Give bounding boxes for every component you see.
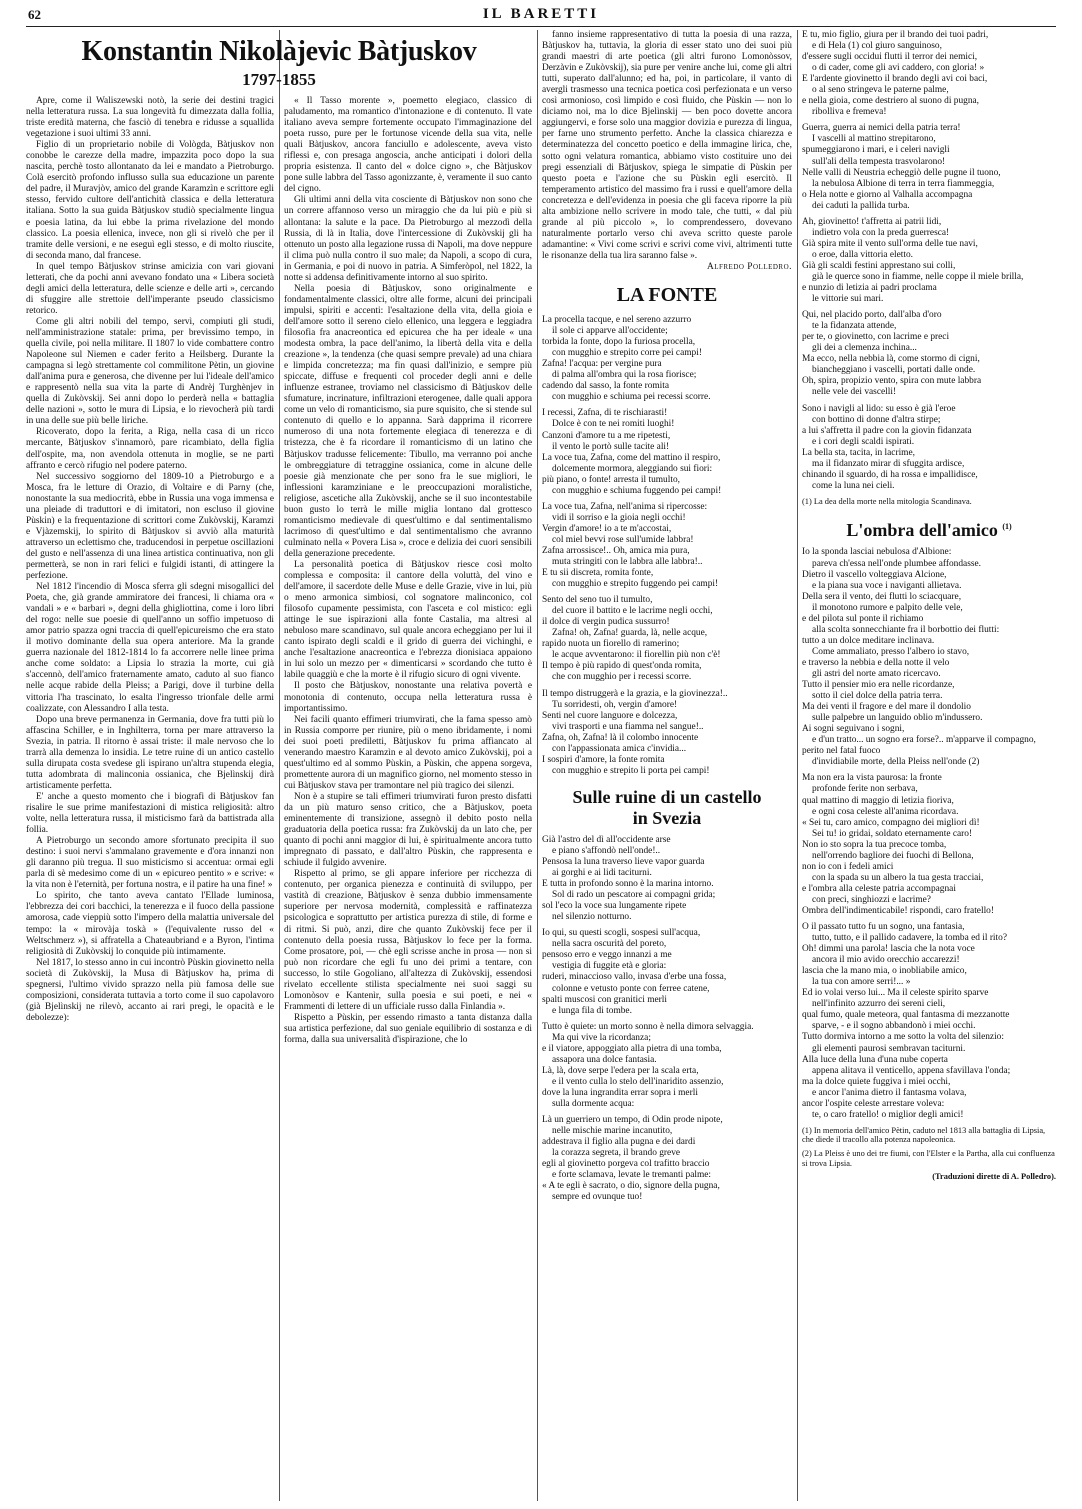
poem-ombra-amico: [802, 547, 1056, 1120]
poem-line: vestigia di fuggite età e gloria:: [552, 961, 667, 972]
article-title: Konstantin Nikolàjevic Bàtjuskov: [81, 36, 477, 67]
poem-line: Ombra dell'indimenticabile! rispondi, caro fratello!: [802, 905, 994, 916]
poem-line: profonde ferite non serbava,: [812, 784, 918, 795]
poem-line: che con mugghio per i recessi scorre.: [552, 672, 692, 683]
poem-line: Io qui, su questi scogli, sospesi sull'acqua,: [542, 928, 701, 939]
poem-line: spumeggiarono i mari, e i celeri navigli: [802, 145, 950, 156]
poem-stanza: [802, 922, 1056, 1121]
poem-line: I vascelli al mattino strepitarono,: [812, 134, 936, 145]
poem-line: nel silenzio notturno.: [552, 912, 632, 923]
poem-line: appena alitava il venticello, appena sfavillava l'onda;: [812, 1065, 1011, 1076]
poem-line: La bella sta, tacita, in lacrime,: [802, 447, 915, 458]
poem-line: ancor l'ospite celeste arrestare voleva:: [802, 1098, 945, 1109]
article-paragraph: Nel 1817, lo stesso anno in cui incontrò Pùskin giovinetto nella società di Zukòvskij, la Musa di Bàtjuskov ha, prima di spegnersi, l'ultimo vivido sprazzo nella più famosa delle sue composizioni, considerata tuttavia a torto come il suo capolavoro (già Bjelìnskij ne rilevò, accanto ai rari pregi, le opacità e le debolezze):: [26, 957, 274, 1023]
poem-line: nell'infinito azzurro dei sereni cieli,: [812, 999, 946, 1010]
poem-line: te, o caro fratello! o miglior degli amici!: [812, 1109, 964, 1120]
poem-line: chinando il sguardo, di ha rossa e impallidisce,: [802, 469, 978, 480]
poem-line: tutto a un dolce meditare inclinava.: [802, 635, 935, 646]
poem-title-svezia-line2: in Svezia: [632, 807, 702, 828]
poem-line: E tu sii discreta, romita fonte,: [542, 568, 654, 579]
article-paragraph: Nella poesia di Bàtjuskov, sono originalmente e fondamentalmente classici, oltre alle forme, alcuni dei principali impulsi, spiriti e accenti: l'esaltazione della vita, della gioia e dell'amore sotto il sereno cielo ellenico, una leggera e leggiadra filosofia fra anacreontica ed epicurea che ha per ideale « una modesta ombra, la pace dell'animo, la libertà della vita e della creazione », la tendenza (che quasi sempre prevale) ad una chiara e limpida concretezza; ma fin quasi dall'inizio, e sempre più spiccate, diffuse e frequenti col proceder degli anni e delle influenze estranee, troviamo nel classicismo di Bàtjuskov delle sfumature, incrinature, infiltrazioni eterogenee, dalle quali appora come un velo di romanticismo, sia pure squisito, che si stende sul contenuto di quello e lo appanna. Sarà dapprima il ricorrere numeroso di una nota fortemente elegiaca di tenerezza e di tristezza, che è fa ricordare il romanticismo di un latino che Bàtjuskov tradusse felicemente: Tibullo, ma verranno poi anche le ombreggiature di tetraggine ossianica, come in alcune delle poesie già menzionate che per sono fra le sue migliori, le inflessioni karamziniane e le preoccupazioni moralistiche, religiose, ascetiche alla Zukòvskij, anche se il suo incontestabile buon gusto lo terrà le mille miglia lontano dal grottesco romanticismo medievale di quest'ultimo e dal sentimentalismo lacrimoso di quest'ultimo e dal sentimentalismo che avranno culminato nella « Povera Lisa », croce e delizia dei cuori sensibili della generazione precedente.: [284, 283, 532, 559]
article-paragraph: Apre, come il Waliszewski notò, la serie dei destini tragici nella letteratura russa. La sua longevità fu dimezzata dalla follia, triste eredità materna, che fasciò di tenebra e ridusse a squallida vegetazione i suoi ultimi 33 anni.: [26, 96, 274, 140]
poem-line: e nunzio di letizia ai padri proclama: [802, 283, 937, 294]
poem-stanza: [542, 1022, 792, 1110]
poem-line: con mugghio e schiuma fuggendo pei campi!: [552, 485, 722, 496]
footnote-hela: (1) La dea della morte nella mitologia Scandinava.: [802, 496, 972, 506]
poem-line: O il passato tutto fu un sogno, una fantasia,: [802, 922, 965, 933]
poem-line: Ma dei venti il fragore e del mare il dondolio: [802, 702, 971, 713]
poem-line: Zafna! l'acqua: per vergine pura: [542, 359, 662, 370]
poem-stanza: [802, 310, 1056, 398]
poem-line: con bottino di donne d'altra stirpe;: [812, 414, 941, 425]
poem-line: addestrava il figlio alla pugna e dei dardi: [542, 1137, 696, 1148]
poem-line: a lui s'affretta il padre con la giovin fidanzata: [802, 425, 972, 436]
poem-line: e traverso la nebbia e della notte il velo: [802, 657, 950, 668]
poem-line: I sospiri d'amore, la fonte romita: [542, 754, 665, 765]
poem-line: La procella tacque, e nel sereno azzurro: [542, 315, 692, 326]
poem-line: cadendo dal sasso, la fonte romita: [542, 381, 670, 392]
poem-line: e la piana sua voce i naviganti allietava.: [812, 580, 962, 591]
column-rule: [279, 30, 280, 1501]
footnote: (1) In memoria dell'amico Pètin, caduto nel 1813 alla battaglia di Lipsia, che diede il tracollo alla potenza napoleonica.: [802, 1125, 1046, 1145]
article-paragraph: A Pietroburgo un secondo amore sfortunato precipita il suo destino: i suoi nervi s'ammalano gravemente e d'ora innanzi non gli daranno più tregua. Il suo misticismo si accentua: ormai egli parla di sè medesimo come di un « epicureo pentito » e scrive: « la vita non è l'eternità, per fortuna nostra, e il patire ha una fine! »: [26, 836, 274, 891]
poem-line: egli al giovinetto porgeva col trafitto braccio: [542, 1159, 710, 1170]
poem-line: Io la sponda lasciai nebulosa d'Albione:: [802, 547, 952, 558]
poem-line: sparve, - e il sogno abbandonò i miei occhi.: [812, 1021, 976, 1032]
poem-line: Tutto è quiete: un morto sonno è nella dimora selvaggia.: [542, 1021, 754, 1032]
poem-line: Oh, spira, propizio vento, spira con mute labbra: [802, 376, 982, 387]
poem-line: Già gli scaldi festini apprestano sui colli,: [802, 260, 956, 271]
article-paragraph: Nei facili quanto effimeri triumvirati, che la fama spesso amò in Russia comporre per riunire, più o meno ibridamente, i nomi dei suoi poeti prediletti, Bàtjuskov fu prima affiancato al venerando maestro Karamzìn e al devoto amico Zukòvskij, poi a quest'ultimo ed al sommo Pùskin, a Pùskin, che appena sorgeva, promettente aurora di un magnifico giorno, nel momento stesso in cui Bàtjuskov stava per tramontare nel più tragico dei silenzi.: [284, 714, 532, 791]
poem-line: il dolce di vergin pudica sussurro!: [542, 617, 670, 628]
poem-line: Dolce è con te nei romiti luoghi!: [552, 419, 675, 430]
article-paragraph: fanno insieme rappresentativo di tutta la poesia di una razza, Bàtjuskov ha, tuttavia, la gloria di esser stato uno dei suoi più grandi maestri di arte poetica (gli altri furono Lomonòssov, Derzàvin e Zukòvskij), sia pure per venire anche lui, come gli altri tutti, superato dall'alunno; ed ha, poi, in particolare, il vanto di avergli trasmesso una tecnica poetica così perfezionata e un verso così armonioso, così limpido e così fluido, che Pùskin — non lo diciamo noi, ma lo dice Bjelìnskij — ben poco dovette ancora aggiungervi, e forse solo una maggior dovizia e purezza di lingua, per farne uno strumento perfetto. Anche la classica chiarezza e determinatezza del concetto poetico e della immagine lirica, che, sotto ogni velatura romantica, abbiamo visto costituire uno dei pregi essenziali di Bàtjuskov, spiega le simpatie di Pùskin per questo poeta e l'azione che su Pùskin egli esercitò. Il temperamento artistico del massimo fra i russi e quell'amore della concretezza e dell'evidenza in poesia che gli faceva riporre la più alta ambizione nello scrivere in modo tale, che tutti, « dal più grande al più piccolo », lo comprendessero, dovevano naturalmente portarlo verso chi aveva scritto queste parole adamantine: « Vivi come scrivi e scrivi come vivi, altrimenti tutte le risonanze della tua lira saranno false ».: [542, 30, 792, 261]
poem-line: indietro vola con la preda guerresca!: [812, 227, 950, 238]
poem-line: il vento le portò sulle tacite ali!: [552, 441, 670, 452]
poem-line: la corazza segreta, il brando greve: [552, 1148, 681, 1159]
poem-line: d'essere sugli occidui flutti il terror dei nemici,: [802, 52, 978, 63]
poem-line: ma la dolce quiete fuggiva i miei occhi,: [802, 1076, 951, 1087]
poem-line: e del pilota sul ponte il richiamo: [802, 613, 924, 624]
poem-line: torbida la fonte, dopo la furiosa procella,: [542, 337, 696, 348]
article-paragraph: Ricoverato, dopo la ferita, a Riga, nella casa di un ricco mercante, Bàtjuskov s'innamorò, pare ricambiato, della figlia dell'ospite, ma, non avendola ottenuta in moglie, se ne partì affranto e cercò rifugio nel podere paterno.: [26, 427, 274, 471]
columns: [26, 30, 1056, 1501]
article-paragraph: Nel successivo soggiorno del 1809-10 a Pietroburgo e a Mosca, fra le letture di Orazio, di Voltaire e di Parny (che, nonostante la sua mediocrità, ebbe in Russia una voga immensa e una pleiade di traduttori e di imitatori, non escluso il giovine Pùskin) e la frequentazione di scrittori come Zukòvskij, Karamzì e Vjàzemskij, lo spirito di Bàtjuskov si avviò alla maturità attraverso un eclettismo che, traducendosi in perpetue oscillazioni del gusto e nell'assenza di una linea artistica continuativa, non gli permetterà, se non in rari felici e fulgidi istanti, di attingere la perfezione.: [26, 471, 274, 582]
poem-line: Zafna! oh, Zafna! guarda, là, nelle acque,: [552, 628, 708, 639]
poem-line: Nelle valli di Neustria echeggiò delle pugne il tuono,: [802, 167, 1001, 178]
poem-line: o al seno stringeva le paterne palme,: [812, 85, 949, 96]
poem-line: e ogni cosa celeste all'anima ricordava.: [812, 806, 959, 817]
poem-line: sol l'eco la voce sua lungamente ripete: [542, 901, 687, 912]
poem-stanza: [802, 404, 1056, 492]
poem-line: qual fumo, quale meteora, qual fantasma di mezzanotte: [802, 1010, 1010, 1021]
poem-line: e d'un tratto... un sogno era forse?.. m'apparve il compagno,: [812, 735, 1036, 746]
poem-line: Ed io volai verso lui... Ma il celeste spirito sparve: [802, 988, 989, 999]
poem-line: Senti nel cuore languore e dolcezza,: [542, 710, 678, 721]
poem-stanza: [542, 595, 792, 683]
poem-line: Vergin d'amore! io a te m'accostai,: [542, 523, 672, 534]
poem-line: I recessi, Zafna, di te rischiarasti!: [542, 408, 668, 419]
poem-line: con mugghio e schiuma pei recessi scorre.: [552, 392, 711, 403]
poem-line: Qui, nel placido porto, dall'alba d'oro: [802, 310, 942, 321]
article-paragraph: « Il Tasso morente », poemetto elegiaco, classico di paludamento, ma romantico d'intonazione e di contenuto. Il vate italiano aveva sempre fortemente occupato l'immaginazione del poeta russo, pure per le fortunose vicende della sua vita, nelle quali Bàtjuskov, ancora fanciullo e adolescente, aveva visto riflessi e, con presaga angoscia, anche anticipati i dolori della propria esistenza. Il canto del « dolce cigno », che Bàtjuskov pone sulle labbra del Tasso agonizzante, è, veramente il suo canto del cigno.: [284, 96, 532, 195]
poem-line: sempre ed ovunque tuo!: [552, 1192, 643, 1203]
journal-title: IL BARETTI: [482, 6, 600, 22]
poem-line: e il viatore, appoggiato alla pietra di una tomba,: [542, 1043, 722, 1054]
poem-line: te la fidanzata attende,: [812, 321, 897, 332]
poem-line: Ma ecco, nella nebbia là, come stormo di cigni,: [802, 354, 980, 365]
poem-line: Là, là, dove serpe l'edera per la scala erta,: [542, 1065, 699, 1076]
article-paragraph: Lo spirito, che tanto aveva cantato l'Ellade luminosa, l'ebbrezza dei cori bacchici, la tenerezza e il fuoco della passione amorosa, cade vieppiù sotto l'impero della malattia universale del tempo: la « mirovàja toskà » (l'equivalente russo del « Weltschmerz »), si affratella a Chateaubriand e a Byron, l'intima religiosità di Zukòvskij lo conquide più intimamente.: [26, 891, 274, 957]
poem-line: col miel bevvi rose sull'umide labbra!: [552, 534, 694, 545]
poem-line: la nebulosa Albione di terra in terra fiammeggia,: [812, 178, 995, 189]
poem-line: Il tempo distruggerà e la grazia, e la giovinezza!..: [542, 688, 728, 699]
poem-line: pensoso erro e veggo innanzi a me: [542, 950, 672, 961]
article-dates: 1797-1855: [242, 70, 316, 89]
poem-stanza: [542, 408, 792, 496]
poem-line: vidi il sorriso e la gioia negli occhi!: [552, 512, 686, 523]
article-paragraph: Rispetto a Pùskin, per essendo rimasto a tanta distanza dalla sua artistica perfezione, dal suo geniale equilibrio di sostanza e di forma, dalla sua universalità d'ispirazione, che lo: [284, 1012, 532, 1045]
poem-title-svezia: [542, 787, 792, 829]
poem-line: del cuore il battito e le lacrime negli occhi,: [552, 606, 713, 617]
poem-line: sulla dormente acqua:: [552, 1098, 635, 1109]
poem-line: perito nel fatal fuoco: [802, 746, 881, 757]
poem-line: sotto il ciel dolce della patria terra.: [812, 691, 943, 702]
poem-line: Ah, giovinetto! t'affretta ai patrii lidi,: [802, 216, 942, 227]
poem-line: e ancor l'anima dietro il fantasma volava,: [812, 1087, 967, 1098]
poem-line: biancheggiano i vascelli, portati dalle onde.: [812, 365, 976, 376]
poem-line: spalti muscosi con granitici merli: [542, 994, 667, 1005]
poem-line: ai gorghi e ai lidi taciturni.: [552, 868, 652, 879]
poem-stanza: [542, 928, 792, 1016]
poem-la-fonte: [542, 315, 792, 777]
poem-line: e di Hela (1) col giuro sanguinoso,: [812, 41, 942, 52]
poem-line: pareva ch'essa nell'onde plumbee affondasse.: [812, 558, 982, 569]
poem-line: E tu, mio figlio, giura per il brando dei tuoi padri,: [802, 30, 989, 40]
poem-line: ribolliva e fremeva!: [812, 107, 887, 118]
poem-line: già le querce sono in fiamme, nelle coppe il miele brilla,: [812, 271, 1024, 282]
poem-line: o di cader, come gli avi caddero, con gloria! »: [812, 63, 985, 74]
translation-credit: (Traduzioni dirette di A. Polledro).: [932, 1172, 1056, 1182]
poem-line: dove la luna ingrandita errar sopra i merli: [542, 1087, 698, 1098]
column-rule: [797, 30, 798, 1501]
article-signature: Alfredo Polledro.: [706, 261, 792, 272]
poem-line: alla scolta sonnecchiante fra il borbottio dei flutti:: [812, 624, 1000, 635]
article-paragraph: In quel tempo Bàtjuskov strinse amicizia con vari giovani letterati, che da pochi anni avevano fondato una « Libera società degli amici della letteratura, delle scienze e delle arti », cercando di sfuggire alle strettoie dell'imperante pseudo classicismo retorico.: [26, 261, 274, 316]
poem-line: E tutta in profondo sonno è la marina intorno.: [542, 879, 714, 890]
poem-line: d'invidiabile morte, della Pleiss nell'onde (2): [812, 757, 980, 768]
article-paragraph: Non è a stupire se tali effimeri triumvirati furon presto disfatti da un più maturo senso critico, che a Bàtjuskov, poeta eminentemente di transizione, assegnò il debito posto nella graduatoria della poetica russa: fra Zukòvskij da un lato che, per quanto di pochi anni maggior di lui, è spiritualmente ancora tutto impregnato di passato, e dall'altro Pùskin, che rappresenta e schiude il fulgido avvenire.: [284, 791, 532, 869]
poem-line: « Sei tu, caro amico, compagno dei migliori dì!: [802, 817, 980, 828]
poem-line: Già spira mite il vento sull'orma delle tue navi,: [802, 238, 978, 249]
poem-line: e piano s'affondò nell'onde!..: [552, 845, 661, 856]
poem-line: Ai sogni seguivano i sogni,: [802, 724, 905, 735]
poem-line: La voce tua, Zafna, come del mattino il respiro,: [542, 452, 721, 463]
poem-line: o Hela notte e giorno al Valhalla accompagna: [802, 189, 973, 200]
poem-line: Non io sto sopra la tua precoce tomba,: [802, 839, 947, 850]
poem-line: il sole ci apparve all'occidente;: [552, 326, 668, 337]
poem-line: rapido nuota un fiorello di ramerino;: [542, 639, 680, 650]
poem-line: più piano, o fonte! arresta il tumulto,: [542, 474, 680, 485]
poem-line: con mugghio e strepito li porta pei campi!: [552, 765, 710, 776]
poem-line: gli elementi paurosi sembravan taciturni.: [812, 1043, 966, 1054]
poem-line: nella sacra oscurità del poreto,: [552, 939, 667, 950]
article-paragraph: E' anche a questo momento che i biografi di Bàtjuskov fan risalire le sue prime manifestazioni di mistica religiosità: altro volte, nella letteratura russa, il misticismo farà da battistrada alla follia.: [26, 791, 274, 836]
poem-line: Tutto il pensier mio era nelle ricordanze,: [802, 680, 955, 691]
poem-line: e il vento culla lo stelo dell'inaridito assenzio,: [552, 1076, 724, 1087]
poem-line: sull'ali della tempesta trasvolarono!: [812, 156, 946, 167]
poem-line: Della sera il vento, dei flutti lo sciacquare,: [802, 591, 962, 602]
column-1: [26, 96, 274, 1501]
poem-line: La voce tua, Zafna, nell'anima si ripercosse:: [542, 501, 708, 512]
poem-line: « A te egli è sacrato, o dio, signore della pugna,: [542, 1181, 720, 1192]
poem-svezia: [542, 835, 792, 1204]
poem-line: con la spada su un albero la tua gesta tracciai,: [812, 872, 984, 883]
poem-line: nelle mischie marine incanutito,: [552, 1126, 673, 1137]
poem-line: e i cori degli scaldi ispirati.: [812, 436, 915, 447]
poem-line: di palma all'ombra qui la rosa fiorisce;: [552, 370, 697, 381]
poem-line: le acque avventarono: il fiorellin più non c'è!: [552, 650, 721, 661]
poem-line: con mugghio e strepito corre pei campi!: [552, 348, 702, 359]
poem-line: o eroe, dalla vittoria eletto.: [812, 249, 914, 260]
poem-line: tutto, tutto, e il pallido cadavere, la tomba ed il rito?: [812, 933, 1007, 944]
article-paragraph: Figlio di un proprietario nobile di Vològda, Bàtjuskov non conobbe le carezze della madre, impazzita poco dopo la sua nascita, perchè tosto allontanato da lei e mandato a Pietroburgo. Colà esercitò profondo influsso sulla sua educazione un parente del padre, il Muravjòv, amico del grande Karamzìn e scrittore egli stesso, fervido cultore dell'antichità classica e della letteratura italiana. Sotto la sua guida Bàtjuskov studiò specialmente lingua e poesia latina, da lui ebbe la prima rivelazione del mondo classico. La poesia ellenica, invece, non gli si rivelò che per il tramite delle versioni, e ne eseguì egli stesso, e di molto riuscite, di seconda mano, dal francese.: [26, 140, 274, 261]
poem-stanza: [542, 1115, 792, 1203]
footnote: (2) La Pleiss è uno dei tre fiumi, con l'Elster e la Partha, alla cui confluenza si trova Lipsia.: [802, 1149, 1055, 1168]
poem-line: Ma non era la vista paurosa: la fronte: [802, 773, 942, 784]
poem-stanza: [802, 123, 1056, 211]
poem-stanza: [802, 547, 1056, 768]
poem-line: con mugghio e strepito fuggendo pei campi!: [552, 579, 719, 590]
poem-line: ruderi, minaccioso vallo, invasa d'erbe una fossa,: [542, 972, 727, 983]
poem-line: E l'ardente giovinetto il brando degli avi coi baci,: [802, 74, 988, 85]
poem-line: Tutto dormiva intorno a me sotto la volta del silenzio:: [802, 1032, 1004, 1043]
column-4: [802, 30, 1056, 1501]
poem-line: qual mattino di maggio di letizia fioriva,: [802, 795, 954, 806]
poem-line: Dietro il vascello volteggiava Alcione,: [802, 569, 947, 580]
column-rule: [537, 30, 538, 1501]
poem-line: lascia che la mano mia, o inobliabile amico,: [802, 966, 967, 977]
article-paragraph: Nel 1812 l'incendio di Mosca sferra gli sdegni misogallici del Poeta, che, già grande ammiratore dei francesi, li chiama ora « vandali » e « barbari », degni della ghigliottina, come i loro libri del rogo: nelle sue poesie di quell'anno un soffio impetuoso di amor patrio spazza ogni traccia di quell'epicureismo che era stato il motivo dominante della sua opera anteriore. Ma la grande guerra nazionale del 1812-1814 lo fa accorrere nelle linee prima anche come soldato: a Lipsia lo strazia la morte, cui già s'accennò, dell'amico fraternamente amato, caduto al suo fianco nelle acque rabide della Pleiss; a Parigi, dove il turbine della vittoria l'ha trascinato, lo esalta l'ingresso trionfale delle armi coalizzate, con Alessandro I alla testa.: [26, 582, 274, 714]
poem-line: con preci, singhiozzi e lacrime?: [812, 894, 931, 905]
poem-line: e nella gioia, come destriero al suono di pugna,: [802, 96, 980, 107]
poem-line: ma il fidanzato mirar di sfuggita ardisce,: [812, 458, 965, 469]
poem-svezia-continued: [802, 30, 1056, 492]
article-paragraph: Come gli altri nobili del tempo, servì, compiuti gli studi, nell'amministrazione statale: prima, per brevissimo tempo, in quella civile, poi nella militare. Il 1807 lo vide combattere contro Napoleone sul Niemen e cader ferito a Heilsberg. Durante la campagna si legò strettamente col commilitone Pètin, un giovine dall'anima pura e generosa, che divenne per lui l'ideale dell'amico e rappresentò nella sua vita la parte di Andrèj Turghènjev in quella di Zukòvskij. Sei anni dopo lo perderà nella « battaglia delle nazioni », sotto le mura di Lipsia, e lo rievocherà più tardi in una delle sue più belle liriche.: [26, 316, 274, 427]
poem-line: Sento del seno tuo il tumulto,: [542, 595, 653, 606]
poem-line: Là un guerriero un tempo, di Odin prode nipote,: [542, 1115, 723, 1126]
poem-line: nell'orrendo bagliore dei fuochi di Bellona,: [812, 850, 974, 861]
page-number: 62: [28, 7, 41, 22]
poem-stanza: [542, 835, 792, 923]
poem-line: ancora il mio avido orecchio accarezzi!: [812, 955, 960, 966]
poem-line: con l'appassionata amica c'invidia...: [552, 743, 687, 754]
poem-stanza: [802, 217, 1056, 305]
column-3: [542, 30, 792, 1501]
poem-line: Oh! dimmi una parola! lascia che la nota voce: [802, 944, 975, 955]
poem-title-la-fonte: LA FONTE: [616, 284, 718, 307]
poem-line: Sono i navigli al lido: su esso è già l'eroe: [802, 403, 956, 414]
poem-line: Alla luce della luna d'una nube coperta: [802, 1054, 948, 1065]
running-header: [26, 4, 1056, 27]
poem-title-svezia-line1: Sulle ruine di un castello: [572, 786, 762, 807]
poem-line: non io con i fedeli amici: [802, 861, 894, 872]
poem-line: gli dei a clemenza inchina...: [812, 343, 917, 354]
poem-line: Ma qui vive la ricordanza;: [552, 1032, 651, 1043]
poem-line: vivi trasporti e una fiamma nel sangue!..: [552, 721, 704, 732]
poem-line: dolcemente mormora, aleggiando sui fiori:: [552, 463, 713, 474]
poem-line: Già l'astro del dì all'occidente arse: [542, 834, 671, 845]
poem-stanza: [542, 315, 792, 403]
poem-line: Canzoni d'amore tu a me ripetesti,: [542, 430, 671, 441]
poem-line: per te, o giovinetto, con lacrime e preci: [802, 332, 950, 343]
poem-line: Zafna arrossisce!.. Oh, amica mia pura,: [542, 545, 690, 556]
article-paragraph: Rispetto al primo, se gli appare inferiore per ricchezza di contenuto, per organica pienezza e continuità di sviluppo, per vastità di creazione, Bàtjuskov è senza dubbio immensamente superiore per nervosa modernità, complessità e raffinatezza psicologica e soprattutto per artistica purezza di stile, di forme e di ritmi. Si può, anzi, dire che quanto Zukòvskij fece per il contenuto della poesia russa, Bàtjuskov lo fece per la forma. Come prosatore, poi, — chè egli scrisse anche in prosa — non si può non ricordare che egli fu uno dei primi a tentare, con successo, lo stile Gogoliano, all'altezza di Zukòvskij, essendosi rivelato eccellente stilista specialmente nei suoi saggi su Lomonòsov e Kantenìr, sulla poesia e sui poeti, e nei « Frammenti di lettere di un ufficiale russo dalla Finlandia ».: [284, 869, 532, 1012]
poem-line: nelle vele dei vascelli!: [812, 387, 897, 398]
poem-line: dei caduti la pallida turba.: [812, 200, 910, 211]
poem-stanza: [802, 773, 1056, 917]
poem-line: Tu sorridesti, oh, vergin d'amore!: [552, 699, 678, 710]
article-paragraph: Dopo una breve permanenza in Germania, dove fra tutti più lo affascina Schiller, e in Inghilterra, torna per mare attraverso la Svezia, in patria. Il ritorno è assai triste: il male nervoso che lo trarrà alla demenza lo insidia. Le tetre ruine di un antico castello sulla dirupata costa svedese gli ispirano un'altra stupenda elegia, tutta adombrata di malinconia ossianica, che Bjelìnskij dirà artisticamente perfetta.: [26, 714, 274, 791]
article-paragraph: Gli ultimi anni della vita cosciente di Bàtjuskov non sono che un correre affannoso verso un miraggio che da lui più e più si allontana: la salute e la pace. Da Pietroburgo al mezzodì della Russia, di là in Italia, dove l'intercessione di Zukòvskij gli ha ottenuto un posto alla legazione russa di Napoli, ma dove neppure il clima può nulla contro il suo male; da Napoli, a scopo di cura, in Germania, e poi di nuovo in patria. A Simferòpol, nel 1822, la notte si addensa definitivamente intorno al suo spirito.: [284, 195, 532, 283]
column-2: [284, 96, 532, 1501]
poem-stanza: [542, 689, 792, 777]
poem-line: Guerra, guerra ai nemici della patria terra!: [802, 123, 961, 134]
poem-line: Come ammaliato, presso l'albero io stavo,: [812, 646, 970, 657]
poem-line: e forte sclamava, levate le tremanti palme:: [552, 1170, 712, 1181]
poem-line: colonne e vetusto ponte con ferree catene,: [552, 983, 710, 994]
poem-title-ombra: L'ombra dell'amico $^{(1)}$: [846, 520, 1012, 541]
poem-line: assapora una dolce fantasia.: [552, 1054, 657, 1065]
poem-stanza: [802, 30, 1056, 118]
poem-line: Zafna, oh, Zafna! là il colombo innocente: [542, 732, 699, 743]
poem-line: e lunga fila di tombe.: [552, 1005, 632, 1016]
poem-line: e l'ombra alla celeste patria accompagnai: [802, 883, 956, 894]
poem-line: Sol di rado un pescatore ai compagni grida;: [552, 890, 716, 901]
poem-line: sulle palpebre un languido oblio m'indussero.: [812, 713, 983, 724]
poem-line: la tua con amore serri!... »: [812, 977, 911, 988]
poem-line: Pensosa la luna traverso lieve vapor guarda: [542, 857, 705, 867]
poem-line: muta stringiti con le labbra alle labbra!..: [552, 557, 703, 568]
poem-line: le vittorie sui mari.: [812, 294, 884, 305]
poem-line: gli astri del norte amato ricercavo.: [812, 668, 941, 679]
poem-stanza: [542, 502, 792, 590]
poem-line: Sei tu! io gridai, soldato eternamente caro!: [812, 828, 973, 839]
poem-line: il monotono rumore e palpito delle vele,: [812, 602, 963, 613]
article-paragraph: La personalità poetica di Bàtjuskov riesce così molto complessa e composita: il cantore della voluttà, del vino e dell'amore, il sacerdote delle Muse e delle Grazie, vive in lui, più o meno armonica simbiosi, col sognatore malinconico, col filosofo cupamente pessimista, con l'asceta e col mistico: egli attinge le sue ispirazioni alla fonte Castalia, ma altresì al nebuloso mare scandinavo, sul quale ancora echeggiano per lui il canto ispirato degli scaldi e il grido di guerra dei vichinghi, e anche l'esaltazione anacreontica e l'ebrezza dionisiaca appaiono in lui solo un mezzo per « dimenticarsi » scordando che tutto è labile quaggiù e che la morte è il rifugio sicuro di ogni vivente.: [284, 559, 532, 681]
poem-line: Il tempo è più rapido di quest'onda romita,: [542, 661, 702, 672]
poem-line: come la luna nei cieli.: [812, 480, 895, 491]
article-paragraph: Il posto che Bàtjuskov, nonostante una relativa povertà e monotonia di contenuto, occupa nella letteratura russa è importantissimo.: [284, 681, 532, 714]
